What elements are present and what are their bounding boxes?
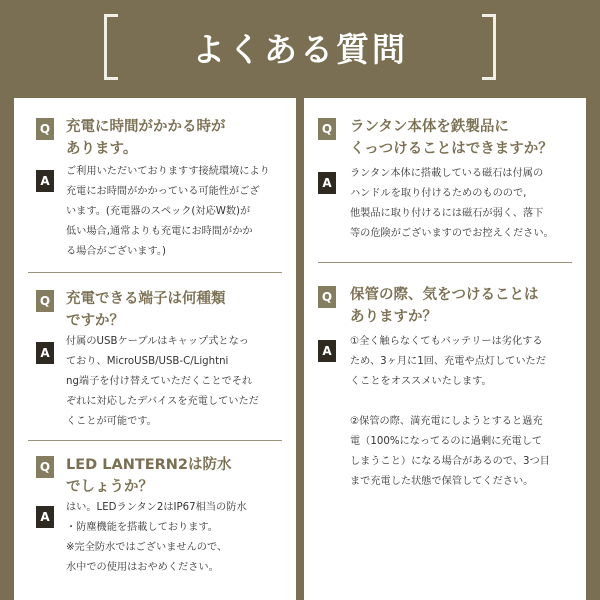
- answer-badge: A: [36, 342, 54, 364]
- answer-badge: A: [318, 340, 336, 362]
- answer-text: 付属のUSBケーブルはキャップ式となっ ており、MicroUSB/USB-C/Lightni ng端子を付け替えていただくことでそれ ぞれに対応したデバイスを充電していただ くことが可能です。: [66, 336, 259, 427]
- question-text: 保管の際、気をつけることは ありますか？: [350, 287, 539, 325]
- page-title: よくある質問: [192, 30, 408, 69]
- question-text: 充電できる端子は何種類 ですか？: [66, 291, 226, 329]
- answer-badge: A: [36, 506, 54, 528]
- divider: [318, 262, 572, 263]
- answer-badge: A: [36, 170, 54, 192]
- question-badge: Q: [36, 118, 54, 140]
- page-header: [104, 14, 496, 80]
- faq-panel-left: [14, 98, 296, 600]
- answer-text: はい。LEDランタン2はIP67相当の防水 ・防塵機能を搭載しております。 ※完全防水ではございませんので、 水中での使用はおやめください。: [66, 502, 247, 573]
- question-badge: Q: [318, 286, 336, 308]
- answer-text: ①全く触らなくてもバッテリーは劣化する ため、3ヶ月に1回、充電や点灯していただ くことをオススメいたします。 ②保管の際、満充電にしようとすると過充 電（100%になってるのに過剰に充電して しまうこと）になる場合があるので、3つ目 まで充電した状態で保管してください。: [350, 336, 550, 487]
- answer-badge: A: [318, 172, 336, 194]
- answer-text: ご利用いただいておりますす接続環境により 充電にお時間がかかっている可能性がござ います。(充電器のスペック(対応W数)が 低い場合,通常よりも充電にお時間がかか る場合がございます。): [66, 166, 270, 257]
- divider: [28, 272, 282, 273]
- question-badge: Q: [36, 290, 54, 312]
- question-text: ランタン本体を鉄製品に くっつけることはできますか？: [350, 119, 553, 157]
- question-text: 充電に時間がかかる時が あります。: [66, 119, 226, 157]
- question-badge: Q: [318, 118, 336, 140]
- faq-panel-right: [304, 98, 586, 600]
- divider: [28, 440, 282, 441]
- question-badge: Q: [36, 456, 54, 478]
- question-text: LED LANTERN2は防水 でしょうか？: [66, 457, 232, 495]
- answer-text: ランタン本体に搭載している磁石は付属の ハンドルを取り付けるためのものので, 他製品に取り付けるには磁石が弱く、落下 等の危険がございますのでお控えください。: [350, 168, 554, 239]
- right-bracket-decoration: [482, 14, 496, 80]
